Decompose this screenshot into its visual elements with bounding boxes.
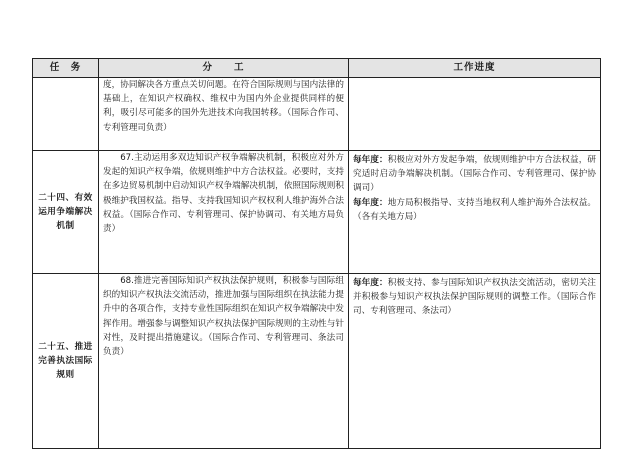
task-cell: 二十四、有效运用争端解决机制 <box>33 151 99 274</box>
progress-text: 积极应对外方发起争端，依规则维护中方合法权益，研究适时启动争端解决机制。（国际合作司、专利管理司、保护协调司） <box>353 155 596 194</box>
progress-text: 地方局积极指导、支持当地权利人维护海外合法权益。（各有关地方局） <box>353 197 596 222</box>
header-task: 任 务 <box>33 59 99 78</box>
progress-cell <box>349 78 601 151</box>
task-cell: 二十五、推进完善执法国际规则 <box>33 274 99 449</box>
table-row <box>33 151 601 274</box>
progress-label: 每年度： <box>353 197 388 208</box>
progress-entry <box>353 153 596 196</box>
division-cell: 68.推进完善国际知识产权执法保护规则，积极参与国际组织的知识产权执法交流活动，推进加强与国际组织在执法能力提升中的各项合作，支持专业性国际组织在知识产权争端解决中发挥作用。增强参与调整知识产权执法保护国际规则的主动性与针对性，及时提出措施建议。（国际合作司、专利管理司、条法司负责） <box>99 274 349 449</box>
progress-text: 积极支持、参与国际知识产权执法交流活动，密切关注并积极参与知识产权执法保护国际规则的调整工作。（国际合作司、专利管理司、条法司） <box>353 278 596 317</box>
table-row <box>33 274 601 449</box>
progress-entry <box>353 196 596 224</box>
division-of-labor-table <box>32 58 601 449</box>
table-header-row <box>33 59 601 78</box>
table-row <box>33 78 601 151</box>
header-division: 分 工 <box>99 59 349 78</box>
division-cell: 度，协同解决各方重点关切问题。在符合国际规则与国内法律的基础上，在知识产权确权、维权中为国内外企业提供同样的便利，吸引尽可能多的国外先进技术向我国转移。（国际合作司、专利管理司负责） <box>99 78 349 151</box>
division-cell: 67.主动运用多双边知识产权争端解决机制，积极应对外方发起的知识产权争端，依规则维护中方合法权益。必要时，支持在多边贸易机制中启动知识产权争端解决机制，依照国际规则积极维护我国权益。指导、支持我国知识产权权利人维护海外合法权益。（国际合作司、专利管理司、保护协调司、有关地方局负责） <box>99 151 349 274</box>
progress-label: 每年度： <box>353 278 388 288</box>
progress-entry <box>353 276 596 319</box>
progress-cell <box>349 151 601 274</box>
header-progress: 工作进度 <box>349 59 601 78</box>
progress-cell <box>349 274 601 449</box>
progress-label: 每年度： <box>353 155 388 165</box>
task-cell <box>33 78 99 151</box>
